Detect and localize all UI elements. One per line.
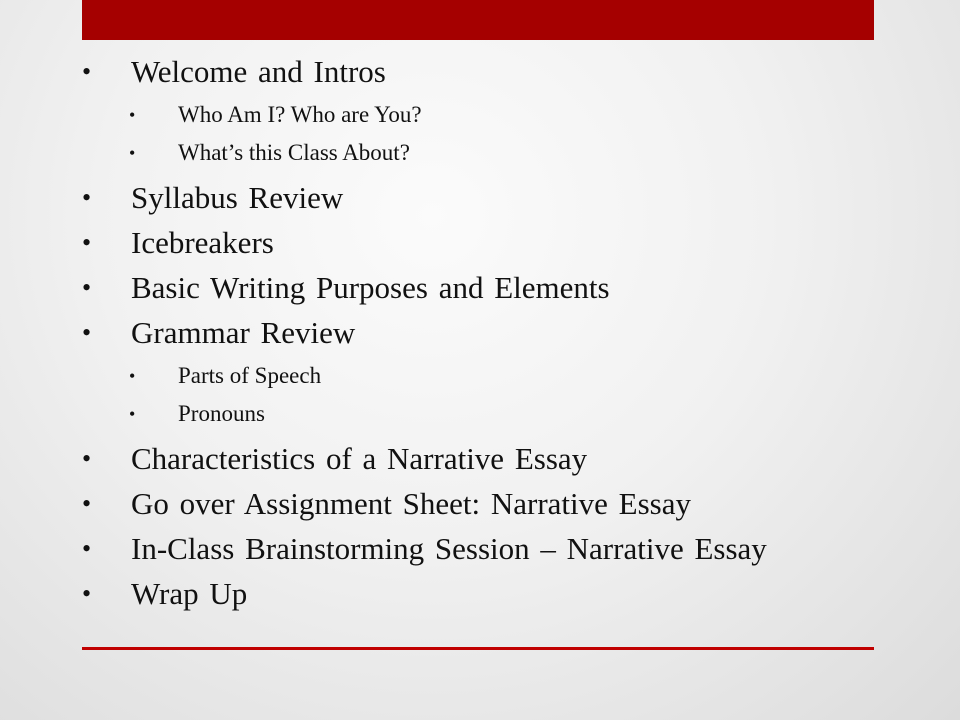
- bullet-text: Welcome and Intros: [131, 54, 386, 89]
- sub-bullet-item-pronouns: [80, 395, 900, 433]
- sub-bullet-item-parts-of-speech: [80, 357, 900, 395]
- header-accent-bar: [82, 0, 874, 40]
- sub-bullet-icon: •: [129, 143, 136, 163]
- bullet-text: Grammar Review: [131, 315, 356, 350]
- sub-bullet-item-class-about: [80, 134, 900, 172]
- bullet-icon: •: [82, 273, 92, 302]
- bullet-item-assignment-sheet: [80, 481, 900, 526]
- bullet-item-wrap-up: [80, 571, 900, 616]
- bullet-icon: •: [82, 183, 92, 212]
- bullet-text: Go over Assignment Sheet: Narrative Essay: [131, 486, 691, 521]
- bullet-item-grammar-review: [80, 310, 900, 355]
- bullet-item-narrative-characteristics: [80, 436, 900, 481]
- sub-bullet-text: What’s this Class About?: [178, 140, 410, 165]
- bullet-text: Basic Writing Purposes and Elements: [131, 270, 610, 305]
- sub-bullet-text: Pronouns: [178, 401, 265, 426]
- bullet-text: Icebreakers: [131, 225, 274, 260]
- bullet-icon: •: [82, 489, 92, 518]
- bullet-item-syllabus-review: [80, 175, 900, 220]
- bullet-text: Wrap Up: [131, 576, 248, 611]
- bullet-icon: •: [82, 444, 92, 473]
- bullet-text: In-Class Brainstorming Session – Narrative Essay: [131, 531, 767, 566]
- bullet-icon: •: [82, 318, 92, 347]
- bullet-item-brainstorming: [80, 526, 900, 571]
- bullet-item-basic-writing: [80, 265, 900, 310]
- bullet-icon: •: [82, 534, 92, 563]
- sub-bullet-text: Parts of Speech: [178, 363, 322, 388]
- bullet-icon: •: [82, 579, 92, 608]
- bullet-text: Characteristics of a Narrative Essay: [131, 441, 588, 476]
- sub-bullet-item-who-am-i: [80, 96, 900, 134]
- sub-bullet-icon: •: [129, 404, 136, 424]
- bullet-list: [80, 49, 900, 616]
- sub-bullet-icon: •: [129, 366, 136, 386]
- bullet-icon: •: [82, 228, 92, 257]
- footer-accent-rule: [82, 647, 874, 650]
- bullet-item-icebreakers: [80, 220, 900, 265]
- bullet-text: Syllabus Review: [131, 180, 344, 215]
- bullet-icon: •: [82, 57, 92, 86]
- sub-bullet-icon: •: [129, 105, 136, 125]
- bullet-item-welcome: [80, 49, 900, 94]
- sub-bullet-text: Who Am I? Who are You?: [178, 102, 422, 127]
